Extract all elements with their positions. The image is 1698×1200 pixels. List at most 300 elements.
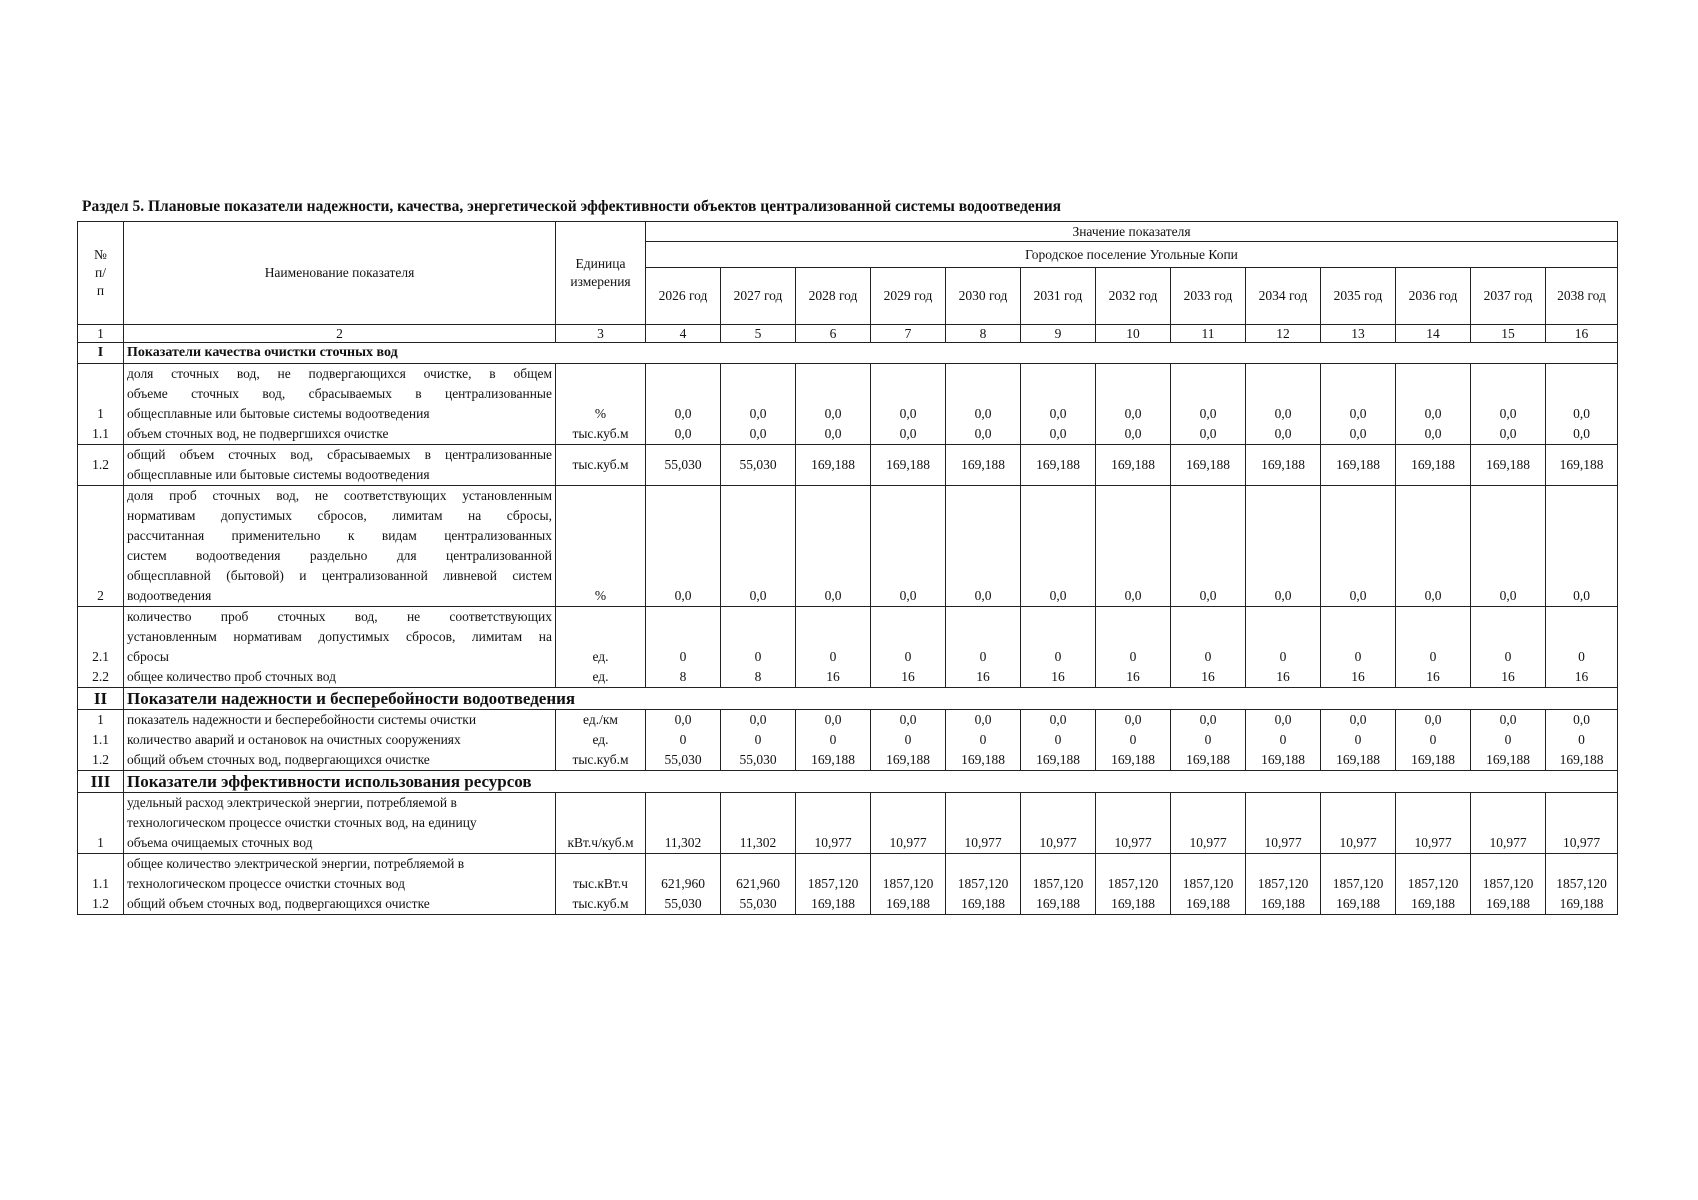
unit-line: тыс.куб.м [572,752,629,767]
value-line: 169,188 [1036,752,1080,767]
value-spacer [949,607,1017,627]
indicator-name-line: рассчитанная применительно к видам централизованных [127,528,552,543]
column-number: 12 [1246,325,1321,343]
header-year: 2037 год [1471,268,1546,325]
value-line: 169,188 [811,752,855,767]
header-year: 2036 год [1396,268,1471,325]
value-line: 0,0 [1573,406,1590,421]
value-spacer [874,384,942,404]
row-number-line: 2.1 [92,649,109,664]
value-spacer [799,607,867,627]
value-cell [1546,607,1618,688]
value-cell: 0,0 [1546,486,1618,607]
value-cell [1546,364,1618,445]
value-line: 169,188 [1486,896,1530,911]
value-line: 0 [1204,649,1212,664]
header-year: 2029 год [871,268,946,325]
value-spacer [1399,854,1467,874]
value-line: 1857,120 [1182,876,1234,891]
value-line: 16 [1201,669,1215,684]
value-cell: 169,188 [946,445,1021,486]
value-line: 55,030 [739,896,777,911]
value-line: 169,188 [1486,752,1530,767]
value-line: 0 [1578,732,1585,747]
value-line: 0 [1129,732,1137,747]
value-spacer [1099,607,1167,627]
value-cell [946,607,1021,688]
indicator-name-line: показатель надежности и бесперебойности системы очистки [127,712,477,727]
value-line: 16 [1426,669,1440,684]
value-spacer [1549,607,1614,627]
value-cell [1171,854,1246,915]
value-line: 0,0 [1124,406,1142,421]
table-body [78,222,1618,915]
value-cell: 55,030 [721,445,796,486]
value-cell: 55,030 [646,445,721,486]
value-spacer [1249,364,1317,384]
header-row-1 [78,222,1618,242]
indicator-name-line: общесплавной (бытовой) и централизованной ливневой систем [127,568,552,583]
value-line: 0,0 [1349,712,1367,727]
value-spacer [1324,384,1392,404]
table-row [78,607,1618,688]
value-cell [871,710,946,771]
column-number: 7 [871,325,946,343]
value-line: 169,188 [886,896,930,911]
indicator-name-line: удельный расход электрической энергии, потребляемой в [127,795,457,810]
indicator-name-line: общий объем сточных вод, подвергающихся очистке [127,752,430,767]
unit-line: ед. [592,732,609,747]
indicator-name-line: систем водоотведения раздельно для централизованной [127,548,552,563]
column-number: 5 [721,325,796,343]
header-num: № п/п [78,222,124,325]
value-spacer [724,364,792,384]
value-cell [646,854,721,915]
value-line: 0 [979,732,987,747]
value-spacer [649,384,717,404]
value-spacer [799,854,867,874]
value-spacer [949,854,1017,874]
value-cell: 169,188 [1096,445,1171,486]
table-row [78,710,1618,771]
value-cell [1546,854,1618,915]
value-spacer [949,384,1017,404]
value-cell: 0,0 [1471,486,1546,607]
value-cell: 169,188 [1321,445,1396,486]
row-number: 2 [78,486,124,607]
value-cell [796,607,871,688]
value-spacer [1099,384,1167,404]
row-number-line: 1.1 [92,876,109,891]
value-cell [946,364,1021,445]
section-title: Показатели эффективности использования ресурсов [124,771,1618,793]
header-year: 2033 год [1171,268,1246,325]
row-number-line: 1.2 [92,896,109,911]
indicator-name-line: общий объем сточных вод, сбрасываемых в централизованные [127,447,552,462]
value-cell [721,854,796,915]
value-cell: 0,0 [1171,486,1246,607]
header-year: 2027 год [721,268,796,325]
value-line: 1857,120 [1407,876,1459,891]
value-spacer [724,384,792,404]
value-line: 55,030 [739,752,777,767]
indicator-name [124,793,556,854]
value-line: 0,0 [974,426,992,441]
value-spacer [1024,854,1092,874]
row-number: 1 [78,793,124,854]
value-spacer [1474,627,1542,647]
value-cell [1096,710,1171,771]
indicator-name [124,486,556,607]
value-cell: 10,977 [1471,793,1546,854]
value-line: 0,0 [1424,712,1442,727]
value-line: 55,030 [664,752,702,767]
value-line: 0,0 [1049,426,1067,441]
value-line: 0,0 [749,426,767,441]
value-spacer [649,854,717,874]
value-line: 16 [1501,669,1515,684]
value-cell: 0,0 [871,486,946,607]
value-line: 16 [1276,669,1290,684]
value-line: 0,0 [899,712,917,727]
value-cell: 11,302 [646,793,721,854]
value-cell: 0,0 [1321,486,1396,607]
value-line: 1857,120 [957,876,1009,891]
value-spacer [1249,854,1317,874]
header-year: 2030 год [946,268,1021,325]
value-line: 0,0 [1274,406,1292,421]
value-line: 1857,120 [882,876,934,891]
value-line: 0 [1429,732,1437,747]
value-line: 169,188 [1261,896,1305,911]
value-line: 0,0 [1499,406,1517,421]
value-line: 0,0 [1274,426,1292,441]
value-line: 0,0 [974,712,992,727]
value-line: 0 [1504,649,1512,664]
value-line: 621,960 [736,876,780,891]
value-spacer [874,854,942,874]
table-row [78,445,1618,486]
value-line: 0 [754,649,762,664]
row-number-line: 1.1 [92,426,109,441]
value-cell [1471,364,1546,445]
value-cell: 169,188 [1246,445,1321,486]
value-line: 0 [1504,732,1512,747]
value-spacer [799,364,867,384]
table-row [78,364,1618,445]
value-spacer [1324,364,1392,384]
indicator-name [124,607,556,688]
value-spacer [1174,384,1242,404]
value-spacer [1399,607,1467,627]
value-line: 169,188 [1111,752,1155,767]
value-line: 16 [1051,669,1065,684]
value-spacer [1249,627,1317,647]
value-cell: 169,188 [1546,445,1618,486]
value-spacer [1474,384,1542,404]
column-number: 14 [1396,325,1471,343]
value-line: 1857,120 [1556,876,1607,891]
value-cell [1171,607,1246,688]
value-cell [1171,710,1246,771]
value-spacer [1549,384,1614,404]
value-line: 1857,120 [1332,876,1384,891]
value-line: 169,188 [1559,752,1604,767]
unit-line: ед./км [583,712,618,727]
value-spacer [1174,854,1242,874]
value-spacer [1249,384,1317,404]
value-cell [1321,364,1396,445]
value-cell [1021,854,1096,915]
row-number: 1.2 [78,445,124,486]
unit-cell [556,364,646,445]
value-cell [1171,364,1246,445]
section-number: I [78,343,124,364]
column-number: 11 [1171,325,1246,343]
value-cell [1096,607,1171,688]
column-number: 9 [1021,325,1096,343]
value-line: 169,188 [1411,752,1455,767]
value-cell: 10,977 [1021,793,1096,854]
unit-line: ед. [592,649,609,664]
value-spacer [874,627,942,647]
value-cell [1396,364,1471,445]
value-line: 1857,120 [807,876,859,891]
column-number: 8 [946,325,1021,343]
unit-cell [556,710,646,771]
column-number: 4 [646,325,721,343]
value-line: 8 [754,669,762,684]
header-unit: Единица измерения [556,222,646,325]
value-cell: 10,977 [1546,793,1618,854]
value-spacer [1474,364,1542,384]
value-line: 0,0 [974,406,992,421]
value-line: 1857,120 [1482,876,1534,891]
value-cell: 0,0 [646,486,721,607]
indicator-name-line: технологическом процессе очистки сточных вод [127,876,405,891]
value-spacer [949,627,1017,647]
value-spacer [724,854,792,874]
row-number-line: 1.2 [92,752,109,767]
indicator-name-line: технологическом процессе очистки сточных вод, на единицу [127,815,477,830]
value-cell [1321,607,1396,688]
value-spacer [1474,607,1542,627]
value-line: 0 [1279,732,1287,747]
row-number-line: 1 [97,406,104,421]
unit-cell: кВт.ч/куб.м [556,793,646,854]
value-spacer [1174,627,1242,647]
value-line: 16 [1126,669,1140,684]
section-row [78,343,1618,364]
value-cell [721,710,796,771]
row-number [78,854,124,915]
header-year: 2035 год [1321,268,1396,325]
value-spacer [1474,854,1542,874]
unit-spacer [559,607,642,627]
value-line: 0 [754,732,762,747]
value-cell [871,854,946,915]
value-line: 1857,120 [1032,876,1084,891]
header-year: 2028 год [796,268,871,325]
value-line: 0,0 [674,426,692,441]
unit-spacer [559,627,642,647]
value-cell [1546,710,1618,771]
value-cell [1021,607,1096,688]
value-spacer [1399,384,1467,404]
value-line: 16 [976,669,990,684]
value-line: 0 [829,732,837,747]
value-cell: 0,0 [1396,486,1471,607]
value-line: 0,0 [1424,406,1442,421]
value-cell: 10,977 [1321,793,1396,854]
value-line: 0 [904,649,912,664]
value-spacer [799,384,867,404]
unit-cell: тыс.куб.м [556,445,646,486]
unit-cell: % [556,486,646,607]
table-row [78,793,1618,854]
value-cell: 0,0 [946,486,1021,607]
value-spacer [1249,607,1317,627]
value-spacer [1399,627,1467,647]
value-spacer [1024,607,1092,627]
table-row [78,486,1618,607]
value-spacer [1099,854,1167,874]
value-cell: 10,977 [1171,793,1246,854]
value-spacer [1174,607,1242,627]
value-cell [646,710,721,771]
value-line: 8 [679,669,687,684]
value-cell [1096,364,1171,445]
row-number [78,607,124,688]
row-number-spacer [81,627,120,647]
value-cell [1471,607,1546,688]
value-cell [871,607,946,688]
section-number: III [78,771,124,793]
value-spacer [724,607,792,627]
value-line: 0,0 [1424,426,1442,441]
value-line: 0 [1279,649,1287,664]
value-cell: 169,188 [1396,445,1471,486]
row-number [78,364,124,445]
value-line: 0,0 [1274,712,1292,727]
header-settlement: Городское поселение Угольные Копи [646,242,1618,268]
value-line: 0,0 [1349,426,1367,441]
value-cell [871,364,946,445]
value-line: 169,188 [1186,752,1230,767]
indicators-table [77,221,1618,915]
column-number: 3 [556,325,646,343]
value-cell [946,710,1021,771]
value-line: 0,0 [1499,712,1517,727]
value-cell: 10,977 [1246,793,1321,854]
value-line: 0,0 [824,406,842,421]
value-line: 0,0 [674,406,692,421]
value-line: 0 [1429,649,1437,664]
indicator-name-line: общее количество электрической энергии, потребляемой в [127,856,465,871]
value-cell [1396,607,1471,688]
value-cell [721,607,796,688]
section-title: Показатели качества очистки сточных вод [124,343,1618,364]
indicator-name-line: количество аварий и остановок на очистных сооружениях [127,732,461,747]
value-line: 0,0 [749,712,767,727]
value-line: 16 [1351,669,1365,684]
value-line: 0 [1129,649,1137,664]
value-cell [1096,854,1171,915]
row-number-spacer [81,854,120,874]
column-numbers-row [78,325,1618,343]
value-line: 0,0 [749,406,767,421]
value-cell: 169,188 [1171,445,1246,486]
indicator-name-line: установленным нормативам допустимых сбросов, лимитам на [127,629,552,644]
column-number: 13 [1321,325,1396,343]
column-number: 10 [1096,325,1171,343]
value-cell: 11,302 [721,793,796,854]
value-cell: 10,977 [796,793,871,854]
value-cell: 169,188 [871,445,946,486]
value-line: 55,030 [664,896,702,911]
header-value-group: Значение показателя [646,222,1618,242]
value-line: 169,188 [1559,896,1604,911]
value-line: 0 [1054,732,1062,747]
value-line: 0,0 [824,712,842,727]
row-number-line: 2.2 [92,669,109,684]
value-cell: 169,188 [1471,445,1546,486]
value-cell [796,710,871,771]
value-line: 169,188 [961,896,1005,911]
row-number-line: 1.1 [92,732,109,747]
indicator-name-line: нормативам допустимых сбросов, лимитам на сбросы, [127,508,552,523]
column-number: 15 [1471,325,1546,343]
value-spacer [1324,627,1392,647]
value-spacer [1324,854,1392,874]
value-line: 169,188 [1186,896,1230,911]
value-cell [1246,364,1321,445]
value-spacer [874,364,942,384]
value-line: 169,188 [961,752,1005,767]
value-cell: 0,0 [796,486,871,607]
value-line: 0,0 [1573,712,1590,727]
value-spacer [1024,384,1092,404]
value-cell: 0,0 [721,486,796,607]
indicator-name-line: общий объем сточных вод, подвергающихся очистке [127,896,430,911]
value-cell [1396,854,1471,915]
value-line: 0,0 [1199,426,1217,441]
value-line: 169,188 [1336,896,1380,911]
value-line: 0 [679,732,687,747]
value-spacer [1174,364,1242,384]
value-spacer [799,627,867,647]
value-cell [1471,854,1546,915]
unit-line: % [594,406,607,421]
value-spacer [1549,364,1614,384]
value-spacer [724,627,792,647]
value-spacer [649,364,717,384]
value-cell [1471,710,1546,771]
value-line: 169,188 [1111,896,1155,911]
value-spacer [1324,607,1392,627]
value-cell [1321,854,1396,915]
value-cell: 10,977 [1396,793,1471,854]
value-cell [1246,607,1321,688]
section-row [78,688,1618,710]
indicator-name-line: сбросы [127,649,169,664]
indicator-name-line: объема очищаемых сточных вод [127,835,313,850]
value-line: 0 [1354,732,1362,747]
value-line: 0 [904,732,912,747]
value-cell: 169,188 [1021,445,1096,486]
indicator-name-line: доля сточных вод, не подвергающихся очистке, в общем [127,366,552,381]
unit-line: тыс.куб.м [572,426,629,441]
